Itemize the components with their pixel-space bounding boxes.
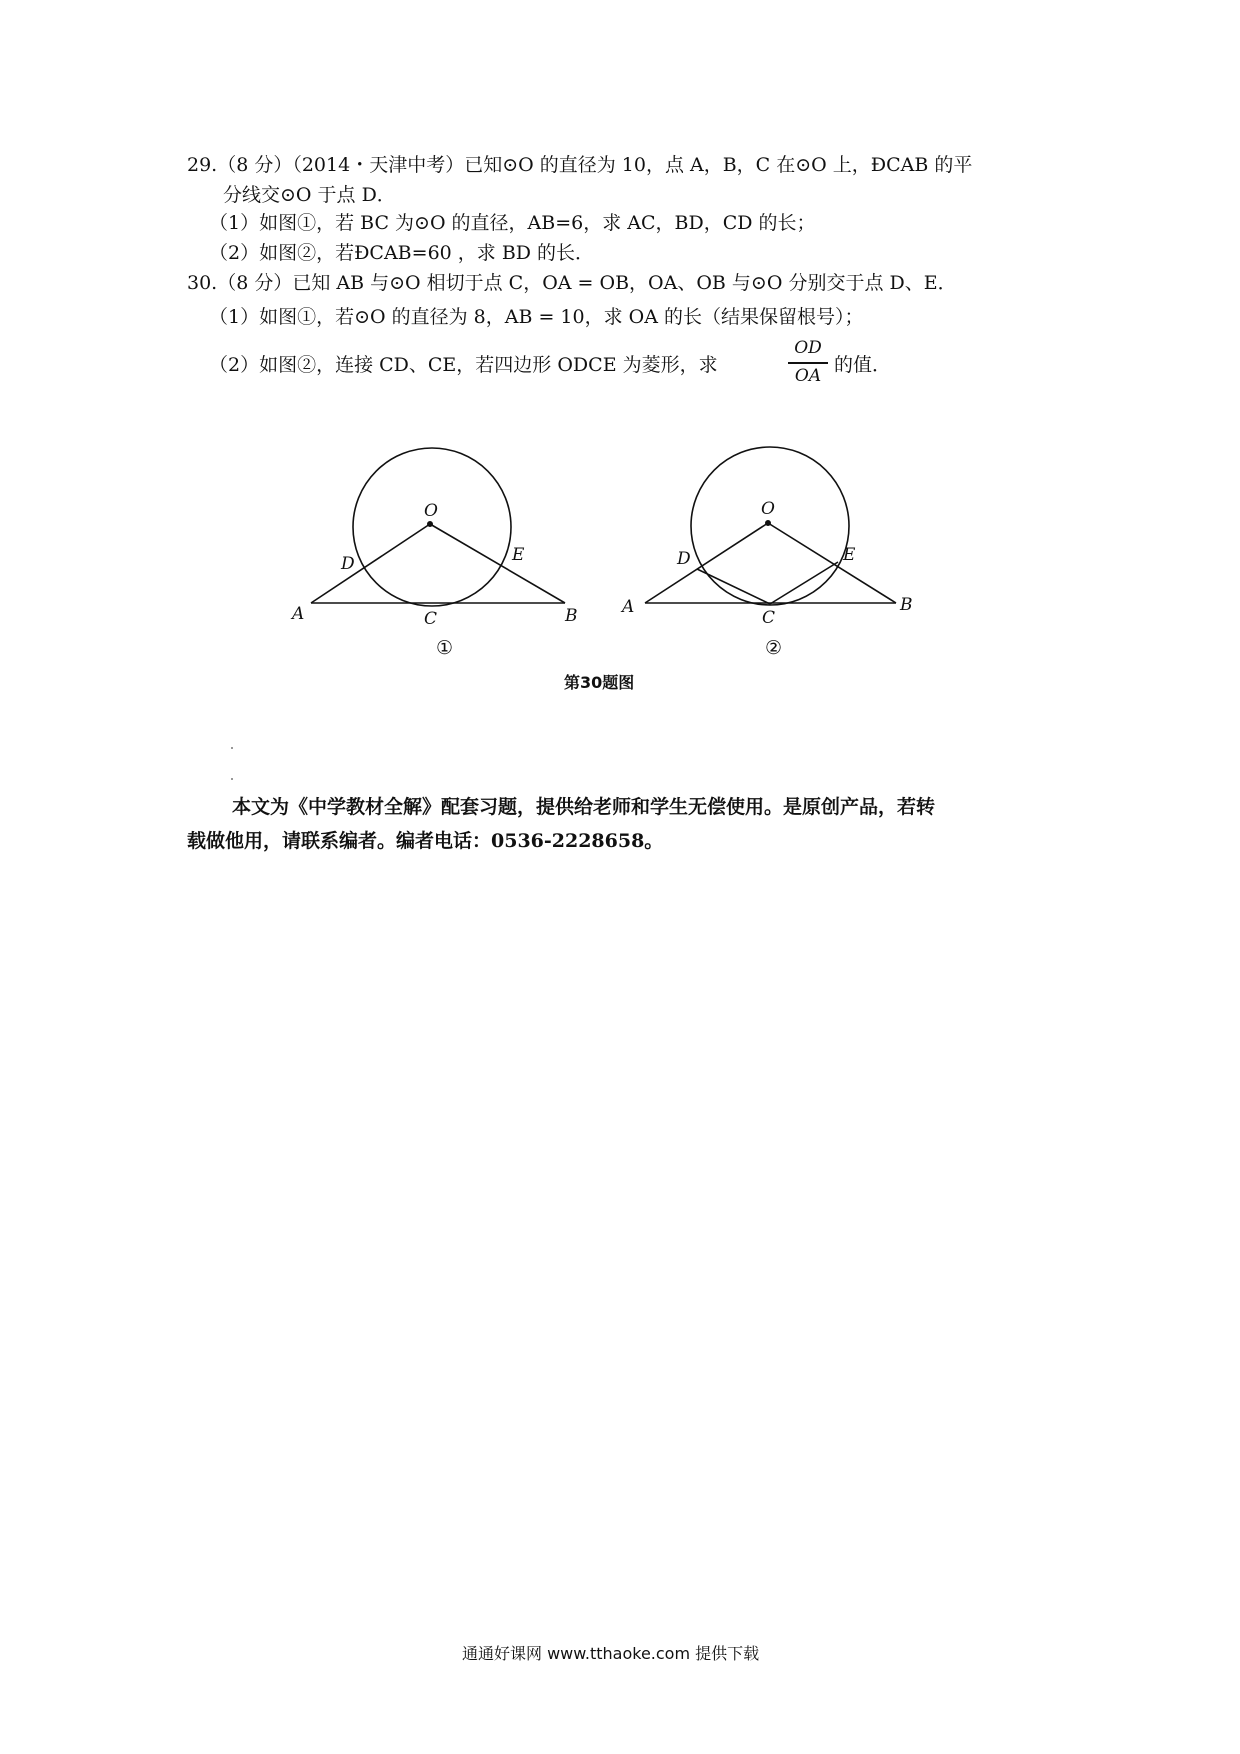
label-b-fig2: B bbox=[900, 595, 913, 615]
label-a-fig1: A bbox=[292, 604, 305, 624]
point-o-fig1 bbox=[428, 522, 432, 526]
segment-oa-fig1 bbox=[311, 524, 430, 603]
q30-line1: 30.（8 分）已知 AB 与⊙O 相切于点 C，OA = OB，OA、OB 与⊙O 分别交于点 D、E． bbox=[187, 272, 957, 294]
figure-1 bbox=[311, 448, 565, 606]
segment-cd-fig2 bbox=[697, 569, 770, 604]
q29-part2: （2）如图②，若ÐCAB=60 ，求 BD 的长． bbox=[209, 242, 595, 264]
label-e-fig1: E bbox=[512, 545, 525, 565]
figure-caption: 第30题图 bbox=[564, 673, 635, 692]
figure-1-number: ① bbox=[436, 637, 454, 659]
fraction-denominator: OA bbox=[794, 366, 822, 386]
label-d-fig2: D bbox=[677, 549, 691, 569]
point-o-fig2 bbox=[766, 521, 770, 525]
q29-line1: 29.（8 分）（2014・天津中考）已知⊙O 的直径为 10，点 A，B，C 在⊙O 上，ÐCAB 的平 bbox=[187, 154, 973, 176]
segment-oa-fig2 bbox=[645, 523, 768, 603]
circle-o-fig2 bbox=[691, 447, 849, 605]
label-c-fig2: C bbox=[762, 608, 776, 628]
q30-part2-end: 的值． bbox=[834, 354, 892, 376]
label-e-fig2: E bbox=[843, 545, 856, 565]
segment-ob-fig1 bbox=[430, 524, 565, 603]
label-c-fig1: C bbox=[424, 609, 438, 629]
figure-2-number: ② bbox=[765, 637, 783, 659]
note-line1: 本文为《中学教材全解》配套习题，提供给老师和学生无偿使用。是原创产品，若转 bbox=[232, 796, 936, 818]
stray-dot bbox=[231, 778, 233, 780]
label-a-fig2: A bbox=[622, 597, 635, 617]
stray-dot bbox=[231, 747, 233, 749]
note-line2: 载做他用，请联系编者。编者电话：0536-2228658。 bbox=[187, 830, 664, 852]
fraction-numerator: OD bbox=[794, 338, 822, 358]
figure-2 bbox=[645, 447, 896, 605]
q29-line2: 分线交⊙O 于点 D． bbox=[223, 184, 396, 206]
label-d-fig1: D bbox=[341, 554, 355, 574]
q30-part1: （1）如图①，若⊙O 的直径为 8，AB = 10，求 OA 的长（结果保留根号）； bbox=[209, 306, 864, 328]
circle-o-fig1 bbox=[353, 448, 511, 606]
label-o-fig2: O bbox=[761, 499, 775, 519]
q30-part2-text: （2）如图②，连接 CD、CE，若四边形 ODCE 为菱形，求 bbox=[209, 354, 718, 376]
page-footer: 通通好课网 www.tthaoke.com 提供下载 bbox=[462, 1644, 760, 1663]
q29-part1: （1）如图①，若 BC 为⊙O 的直径，AB=6，求 AC，BD，CD 的长； bbox=[209, 212, 816, 234]
segment-ob-fig2 bbox=[768, 523, 896, 603]
label-o-fig1: O bbox=[424, 501, 438, 521]
label-b-fig1: B bbox=[565, 606, 578, 626]
